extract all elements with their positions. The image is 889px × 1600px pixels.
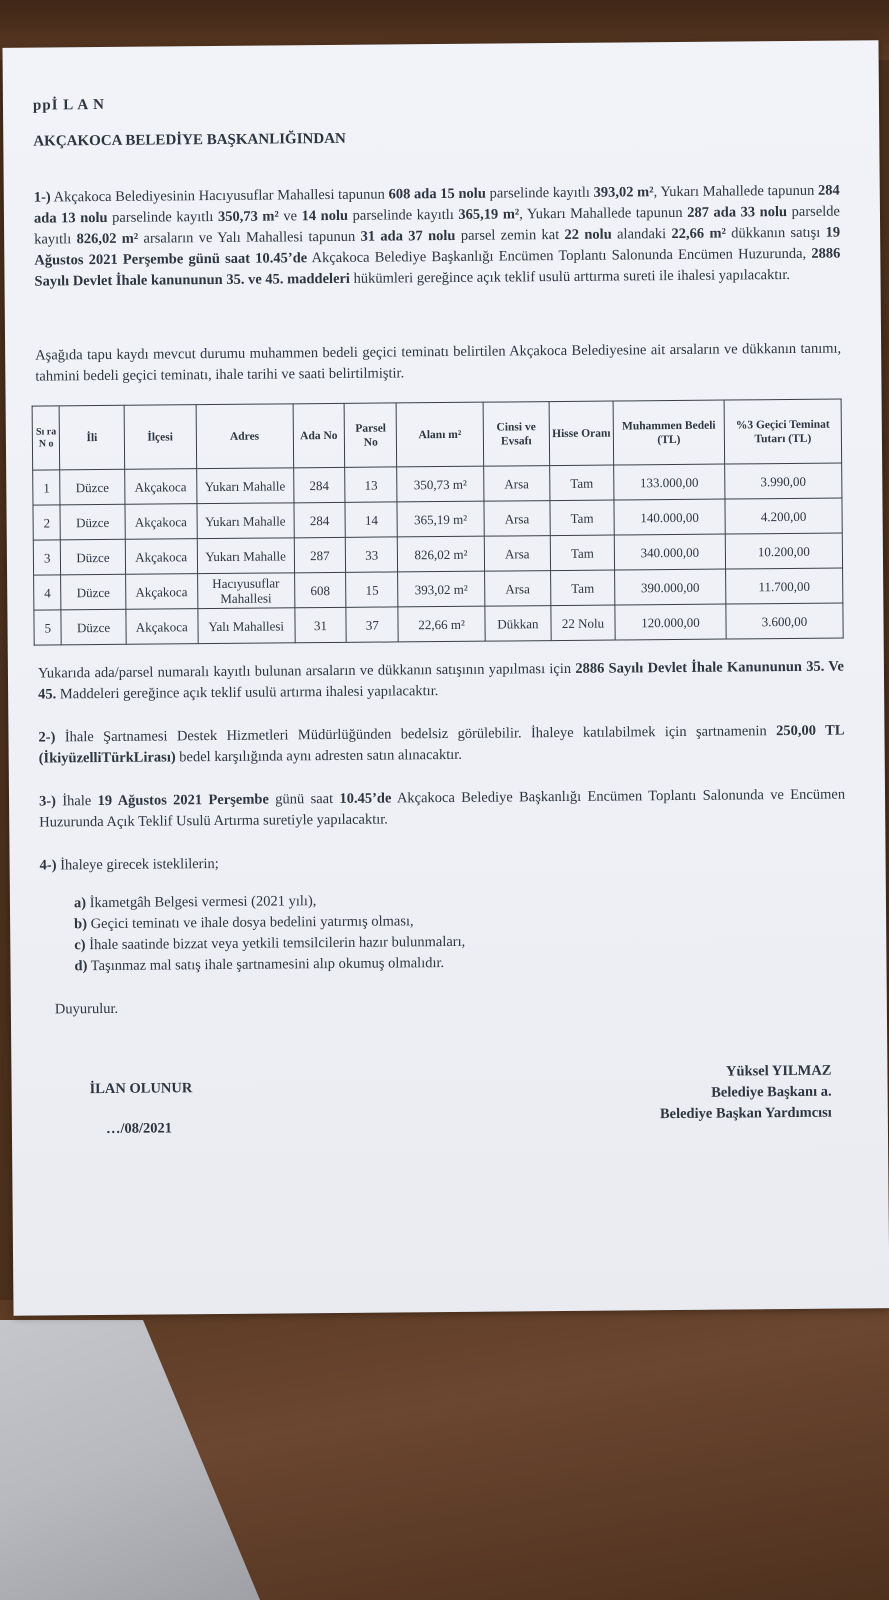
parcel-ref: 608 ada 15 nolu	[388, 185, 486, 203]
parcel-table	[32, 399, 844, 646]
list-text: İkametgâh Belgesi vermesi (2021 yılı),	[85, 893, 317, 912]
paragraph-2: Aşağıda tapu kaydı mevcut durumu muhammen bedeli geçici teminatı belirtilen Akçakoca Belediyesine ait arsaların ve dükkanın tanımı, tahmini bedeli geçici teminatı, ihale tarihi ve saati belirtilmiştir.	[35, 340, 842, 385]
cell-alan: 22,66 m²	[398, 606, 485, 642]
item-number: 1-)	[33, 189, 51, 206]
parcel-ref: 14 nolu	[301, 207, 349, 225]
document-date: …/08/2021	[105, 1120, 173, 1137]
area-value: 826,02 m²	[76, 230, 139, 248]
cell-hisse: Tam	[550, 535, 614, 571]
area-value: 22,66 m²	[671, 225, 726, 243]
cell-cinsi: Arsa	[484, 501, 550, 537]
cell-hisse: Tam	[550, 465, 614, 501]
text: parselinde kayıtlı	[485, 184, 594, 202]
header-adres: Adres	[196, 404, 293, 469]
cell-adres: Yalı Mahallesi	[198, 608, 295, 644]
item-number: 3-)	[38, 793, 57, 810]
text: , Yukarı Mahallede tapunun	[519, 204, 688, 223]
cell-teminat: 11.700,00	[725, 568, 842, 604]
list-text: Geçici teminatı ve ihale dosya bedelini yatırmış olması,	[86, 913, 414, 933]
header-il: İli	[60, 405, 125, 470]
cell-muhammen: 120.000,00	[615, 604, 726, 640]
text: arsaların ve Yalı Mahallesi tapunun	[138, 228, 361, 247]
cell-adres: Yukarı Mahalle	[197, 503, 294, 539]
header-muhammen: Muhammen Bedeli (TL)	[613, 400, 724, 465]
shop-number: 22 nolu	[564, 226, 612, 243]
cell-hisse: Tam	[550, 500, 614, 536]
list-text: Taşınmaz mal satış ihale şartnamesini alıp okumuş olmalıdır.	[87, 955, 445, 975]
cell-alan: 826,02 m²	[398, 536, 485, 572]
parcel-ref: 287 ada 33 nolu	[687, 204, 788, 221]
cell-alan: 350,73 m²	[397, 466, 484, 502]
header-ada: Ada No	[293, 403, 345, 467]
cell-ilce: Akçakoca	[125, 539, 198, 575]
cell-muhammen: 133.000,00	[614, 464, 725, 500]
cell-cinsi: Arsa	[484, 571, 550, 607]
list-text: İhale saatinde bizzat veya yetkili temsilcilerin hazır bulunmaları,	[85, 933, 466, 954]
text: Maddeleri gereğince açık teklif usulü artırma ihalesi yapılacaktır.	[56, 683, 439, 703]
cell-teminat: 3.990,00	[725, 463, 842, 499]
cell-parsel: 37	[346, 607, 398, 642]
law-reference: 2886 Sayılı Devlet İhale kanununun 35. ve 45. maddeleri	[34, 245, 841, 290]
cell-adres: Yukarı Mahalle	[196, 468, 293, 504]
list-letter: b)	[74, 916, 88, 933]
text: İhaleye girecek isteklilerin;	[56, 855, 219, 874]
cell-cinsi: Arsa	[484, 536, 550, 572]
text: Akçakoca Belediye Başkanlığı Encümen Toplantı Salonunda ve Encümen Huzurunda Açık Teklif Usulü Artırma suretiyle yapılacaktır.	[39, 786, 846, 831]
signatory-name: Yüksel YILMAZ	[725, 1062, 832, 1080]
closing-text: Duyurulur.	[54, 1000, 119, 1018]
cell-ilce: Akçakoca	[125, 504, 198, 540]
text: bedel karşılığında aynı adresten satın alınacaktır.	[175, 746, 462, 766]
announcement-document	[2, 40, 889, 1316]
parcel-ref: 284 ada 13 nolu	[33, 182, 840, 227]
list-letter: d)	[74, 958, 88, 975]
signatory-block	[571, 1061, 832, 1126]
parcel-ref: 31 ada 37 nolu	[360, 227, 456, 245]
cell-ada: 287	[294, 537, 346, 572]
cell-sira: 5	[34, 610, 62, 645]
cell-hisse: 22 Nolu	[551, 605, 615, 641]
paragraph-1	[34, 181, 841, 293]
document-authority: AKÇAKOCA BELEDİYE BAŞKANLIĞINDAN	[33, 130, 346, 150]
cell-alan: 365,19 m²	[397, 501, 484, 537]
header-sira: Sı ra N o	[32, 406, 60, 470]
text: dükkanın satışı	[725, 224, 826, 242]
header-parsel: Parsel No	[344, 403, 396, 467]
area-value: 365,19 m²	[458, 206, 520, 223]
cell-sira: 4	[34, 575, 62, 610]
text: günü saat	[268, 790, 340, 808]
fee-amount: 250,00 TL (İkiyüzelliTürkLirası)	[38, 722, 845, 767]
text: Yukarıda ada/parsel numaralı kayıtlı bulunan arsaların ve dükkanın satışının yapılması için	[37, 660, 576, 682]
cell-alan: 393,02 m²	[398, 571, 485, 607]
cell-il: Düzce	[60, 469, 124, 505]
header-teminat: %3 Geçici Teminat Tutarı (TL)	[724, 399, 842, 464]
text: İhale	[55, 793, 98, 810]
cell-ada: 31	[294, 607, 346, 642]
cell-muhammen: 340.000,00	[614, 534, 725, 570]
cell-muhammen: 390.000,00	[615, 569, 726, 605]
cell-ada: 284	[293, 502, 345, 537]
header-ilce: İlçesi	[124, 405, 197, 470]
signatory-title-1: Belediye Başkanı a.	[711, 1083, 832, 1101]
cell-parsel: 14	[345, 502, 397, 537]
paragraph-6	[40, 849, 846, 877]
law-reference: 2886 Sayılı Devlet İhale Kanununun 35. Ve 45.	[38, 658, 844, 703]
cell-hisse: Tam	[550, 570, 614, 606]
paragraph-4	[38, 721, 844, 770]
cell-muhammen: 140.000,00	[614, 499, 725, 535]
document-prefix: ppİ L A N	[32, 96, 106, 114]
text: , Yukarı Mahallede tapunun	[653, 182, 819, 201]
ilan-olunur: İLAN OLUNUR	[89, 1080, 193, 1098]
list-letter: c)	[74, 937, 86, 954]
cell-il: Düzce	[61, 609, 125, 645]
text: alandaki	[611, 226, 672, 243]
cell-teminat: 4.200,00	[725, 498, 842, 534]
cell-sira: 2	[33, 505, 61, 540]
cell-ilce: Akçakoca	[124, 469, 197, 505]
text: parsel zemin kat	[455, 226, 565, 244]
text: parselde kayıtlı	[34, 203, 841, 248]
area-value: 393,02 m²	[593, 184, 654, 201]
header-hisse: Hisse Oranı	[549, 401, 614, 466]
cell-teminat: 10.200,00	[725, 533, 842, 569]
cell-il: Düzce	[61, 539, 125, 575]
auction-date: 19 Ağustos 2021 Perşembe	[97, 791, 269, 810]
cell-il: Düzce	[61, 574, 125, 610]
text: Akçakoca Belediyesinin Hacıyusuflar Mahallesi tapunun	[50, 186, 389, 206]
cell-parsel: 15	[346, 572, 398, 607]
cell-adres: Yukarı Mahalle	[197, 538, 294, 574]
cell-teminat: 3.600,00	[726, 603, 843, 639]
cell-cinsi: Dükkan	[485, 606, 551, 642]
cell-ilce: Akçakoca	[125, 609, 198, 645]
cell-il: Düzce	[60, 504, 124, 540]
cell-parsel: 33	[346, 537, 398, 572]
table-row	[34, 603, 843, 645]
text: İhale Şartnamesi Destek Hizmetleri Müdürlüğünden bedelsiz görülebilir. İhaleye katılabilmek için şartnamenin	[55, 723, 777, 746]
text: Akçakoca Belediye Başkanlığı Encümen Toplantı Salonunda Encümen Huzurunda,	[307, 245, 812, 267]
cell-adres: Hacıyusuflar Mahallesi	[197, 573, 294, 609]
requirements-list	[74, 887, 845, 978]
paragraph-3	[38, 657, 844, 706]
list-letter: a)	[73, 895, 87, 912]
cell-cinsi: Arsa	[483, 466, 549, 502]
header-alan: Alanı m²	[396, 402, 483, 467]
text: ve	[278, 208, 302, 225]
auction-datetime: 19 Ağustos 2021 Perşembe günü saat 10.45’de	[34, 224, 841, 269]
cell-ada: 608	[294, 572, 346, 607]
item-number: 4-)	[39, 857, 57, 874]
cell-sira: 3	[33, 540, 61, 575]
area-value: 350,73 m²	[217, 208, 279, 225]
signatory-title-2: Belediye Başkan Yardımcısı	[659, 1104, 832, 1123]
auction-time: 10.45’de	[339, 790, 392, 807]
cell-ada: 284	[293, 467, 345, 502]
text: hükümleri gereğince açık teklif usulü arttırma sureti ile ihalesi yapılacaktır.	[349, 266, 791, 287]
table-header-row	[32, 399, 842, 470]
header-cinsi: Cinsi ve Evsafı	[483, 402, 550, 467]
paragraph-5	[39, 785, 845, 834]
text: parselinde kayıtlı	[107, 208, 218, 226]
cell-sira: 1	[33, 470, 61, 505]
text: parselinde kayıtlı	[347, 206, 459, 224]
cell-ilce: Akçakoca	[125, 574, 198, 610]
item-number: 2-)	[38, 729, 56, 746]
cell-parsel: 13	[345, 467, 397, 502]
